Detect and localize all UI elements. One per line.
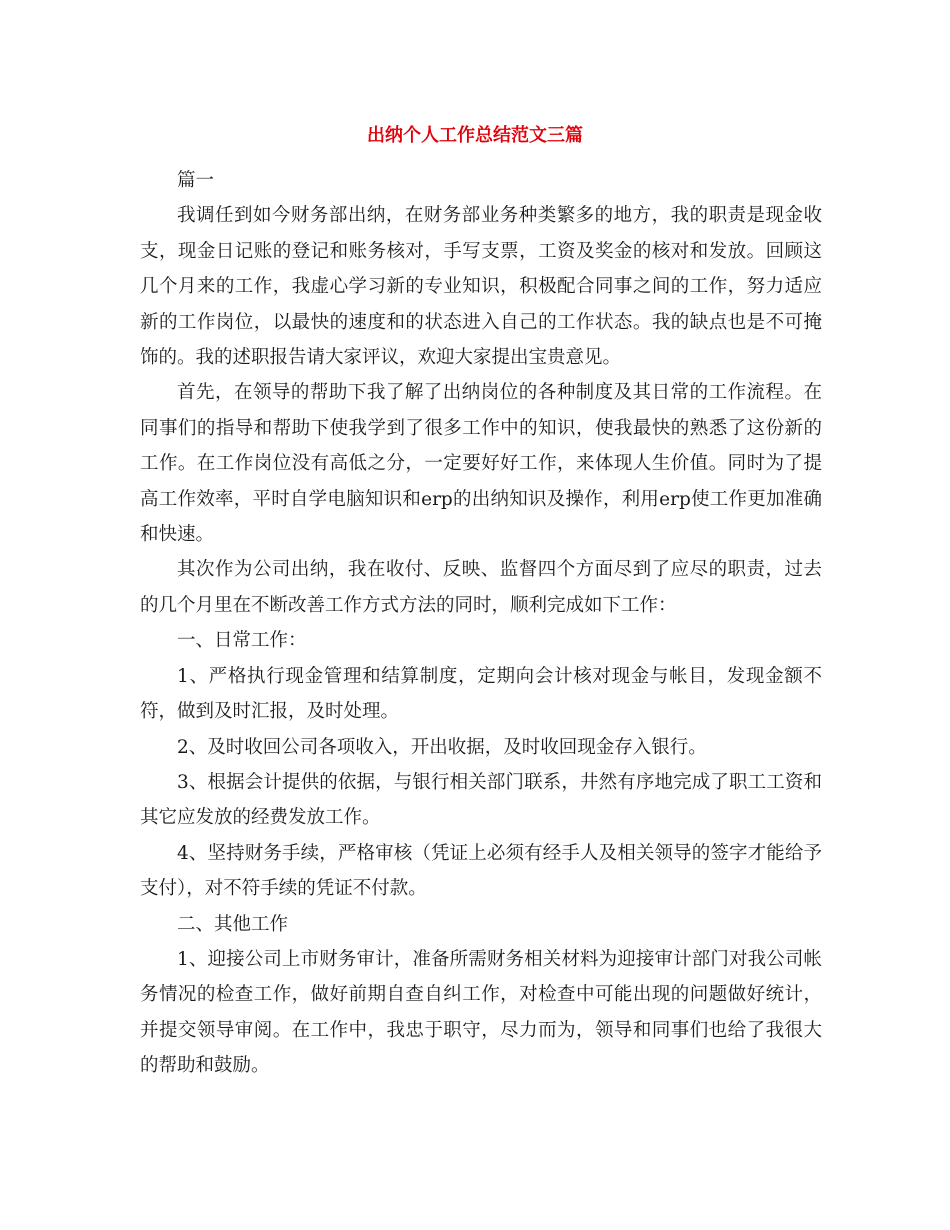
list-item: 2、及时收回公司各项收入，开出收据，及时收回现金存入银行。 xyxy=(177,736,707,758)
subsection-heading: 一、日常工作： xyxy=(177,630,307,652)
section-heading: 篇一 xyxy=(177,170,215,191)
document-title: 出纳个人工作总结范文三篇 xyxy=(367,125,583,146)
paragraph: 首先，在领导的帮助下我了解了出纳岗位的各种制度及其日常的工作流程。在同事们的指导和帮助下使我学到了很多工作中的知识，使我最快的熟悉了这份新的工作。在工作岗位没有高低之分，一定要好好工作，来体现人生价值。同时为了提高工作效率，平时自学电脑知识和erp的出纳知识及操作，利用erp使工作更加准确和快速。 xyxy=(140,382,822,546)
list-item: 3、根据会计提供的依据，与银行相关部门联系，井然有序地完成了职工工资和其它应发放的经费发放工作。 xyxy=(140,771,822,829)
subsection-heading: 二、其他工作 xyxy=(177,913,289,935)
list-item: 4、坚持财务手续，严格审核（凭证上必须有经手人及相关领导的签字才能给予支付），对不符手续的凭证不付款。 xyxy=(140,842,822,900)
list-item: 1、严格执行现金管理和结算制度，定期向会计核对现金与帐目，发现金额不符，做到及时汇报，及时处理。 xyxy=(140,665,822,723)
document-body xyxy=(140,163,822,1084)
paragraph: 其次作为公司出纳，我在收付、反映、监督四个方面尽到了应尽的职责，过去的几个月里在不断改善工作方式方法的同时，顺利完成如下工作： xyxy=(140,559,822,616)
list-item: 1、迎接公司上市财务审计，准备所需财务相关材料为迎接审计部门对我公司帐务情况的检查工作，做好前期自查自纠工作，对检查中可能出现的问题做好统计，并提交领导审阅。在工作中，我忠于职守，尽力而为，领导和同事们也给了我很大的帮助和鼓励。 xyxy=(140,948,822,1077)
paragraph: 我调任到如今财务部出纳，在财务部业务种类繁多的地方，我的职责是现金收支，现金日记账的登记和账务核对，手写支票，工资及奖金的核对和发放。回顾这几个月来的工作，我虚心学习新的专业知识，积极配合同事之间的工作，努力适应新的工作岗位，以最快的速度和的状态进入自己的工作状态。我的缺点也是不可掩饰的。我的述职报告请大家评议，欢迎大家提出宝贵意见。 xyxy=(140,205,822,369)
